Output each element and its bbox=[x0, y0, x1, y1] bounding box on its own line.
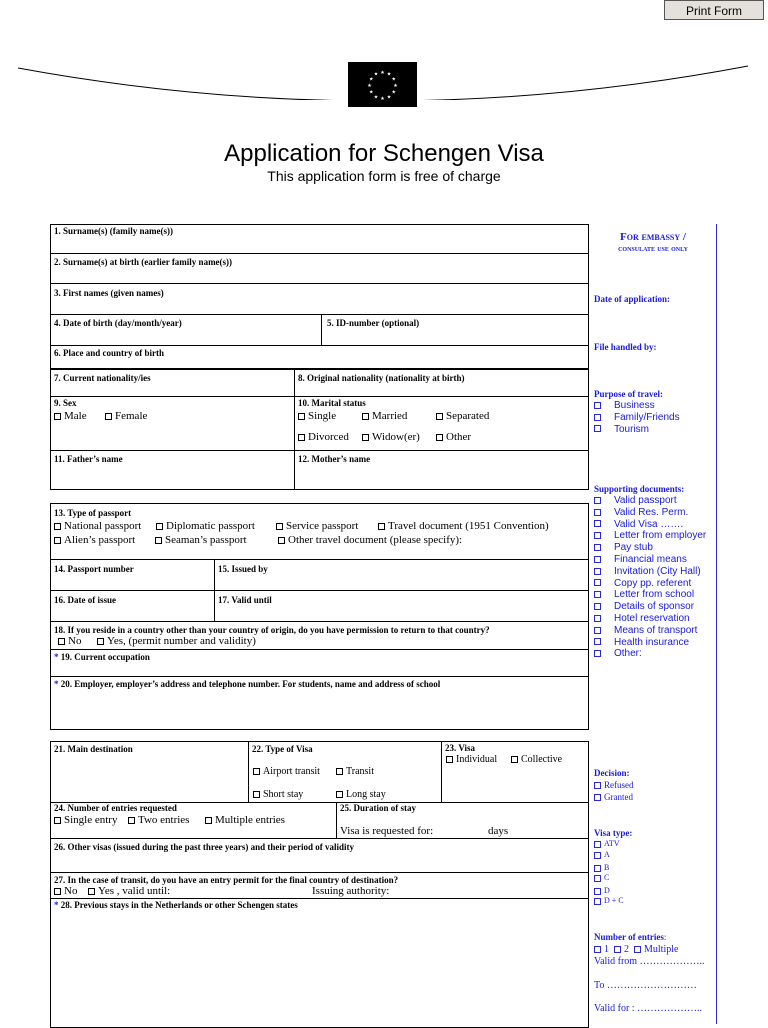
svg-text:★: ★ bbox=[393, 83, 398, 89]
sex-label: 9. Sex bbox=[54, 398, 77, 408]
document-item[interactable]: Hotel reservation bbox=[594, 613, 706, 625]
visa-type-sidebar-label: Visa type: bbox=[594, 828, 633, 838]
issued-by-label: 15. Issued by bbox=[218, 564, 268, 574]
document-item[interactable]: Copy pp. referent bbox=[594, 578, 706, 590]
document-item[interactable]: Details of sponsor bbox=[594, 601, 706, 613]
checkbox-icon[interactable] bbox=[253, 791, 260, 798]
document-item[interactable]: Pay stub bbox=[594, 542, 706, 554]
checkbox-icon[interactable] bbox=[594, 794, 601, 801]
checkbox-icon[interactable] bbox=[436, 434, 443, 441]
decision-label: Decision: bbox=[594, 768, 630, 778]
visa-transit-option[interactable]: Transit bbox=[334, 766, 374, 777]
number-of-entries-label: 24. Number of entries requested bbox=[54, 803, 177, 813]
checkbox-icon[interactable] bbox=[156, 523, 163, 530]
document-item[interactable]: Invitation (City Hall) bbox=[594, 566, 706, 578]
number-of-entries-sidebar-label: Number of entries: bbox=[594, 932, 667, 942]
checkbox-icon[interactable] bbox=[594, 414, 601, 421]
purpose-item[interactable]: Family/Friends bbox=[594, 412, 680, 424]
checkbox-icon[interactable] bbox=[594, 627, 601, 634]
svg-text:★: ★ bbox=[380, 70, 385, 76]
passport-service-option[interactable]: Service passport bbox=[274, 520, 358, 532]
place-of-birth-label: 6. Place and country of birth bbox=[54, 348, 164, 358]
checkbox-icon[interactable] bbox=[594, 520, 601, 527]
supporting-documents-list bbox=[594, 495, 706, 660]
checkbox-icon[interactable] bbox=[594, 615, 601, 622]
checkbox-icon[interactable] bbox=[594, 568, 601, 575]
svg-text:★: ★ bbox=[367, 83, 372, 89]
document-item[interactable]: Means of transport bbox=[594, 625, 706, 637]
return-no-option[interactable]: No bbox=[56, 635, 81, 647]
marital-married-option[interactable]: Married bbox=[360, 410, 407, 422]
return-yes-option[interactable]: Yes, (permit number and validity) bbox=[95, 635, 256, 647]
visa-collective-option[interactable]: Collective bbox=[509, 754, 562, 765]
checkbox-icon[interactable] bbox=[594, 425, 601, 432]
first-names-label: 3. First names (given names) bbox=[54, 288, 164, 298]
checkbox-icon[interactable] bbox=[594, 544, 601, 551]
checkbox-icon[interactable] bbox=[298, 434, 305, 441]
document-item[interactable]: Valid passport bbox=[594, 495, 706, 507]
checkbox-icon[interactable] bbox=[276, 523, 283, 530]
valid-to-field[interactable]: To ……………………… bbox=[594, 980, 697, 991]
passport-alien-option[interactable]: Alien’s passport bbox=[52, 534, 135, 546]
purpose-list bbox=[594, 400, 680, 435]
visa-type-atv-option[interactable]: ATV bbox=[594, 839, 620, 848]
checkbox-icon[interactable] bbox=[594, 603, 601, 610]
visa-type-c-option[interactable]: C bbox=[594, 873, 609, 882]
checkbox-icon[interactable] bbox=[278, 537, 285, 544]
surname-at-birth-label: 2. Surname(s) at birth (earlier family name(s)) bbox=[54, 257, 233, 267]
date-of-issue-label: 16. Date of issue bbox=[54, 595, 116, 605]
svg-text:★: ★ bbox=[386, 71, 392, 78]
document-item[interactable]: Other: bbox=[594, 648, 706, 660]
checkbox-icon[interactable] bbox=[298, 413, 305, 420]
valid-for-field[interactable]: Valid for : ……………….. bbox=[594, 1003, 703, 1014]
document-item[interactable]: Letter from school bbox=[594, 589, 706, 601]
entries-single-option[interactable]: Single entry bbox=[52, 814, 117, 826]
checkbox-icon[interactable] bbox=[54, 817, 61, 824]
checkbox-icon[interactable] bbox=[155, 537, 162, 544]
svg-text:★: ★ bbox=[391, 76, 397, 83]
sidebar-divider bbox=[716, 224, 717, 1024]
checkbox-icon[interactable] bbox=[594, 579, 601, 586]
checkbox-icon[interactable] bbox=[253, 768, 260, 775]
checkbox-icon[interactable] bbox=[594, 782, 601, 789]
previous-stays-label: * 28. Previous stays in the Netherlands or other Schengen states bbox=[54, 900, 298, 910]
field-issued-by[interactable] bbox=[214, 559, 589, 591]
checkbox-icon[interactable] bbox=[54, 523, 61, 530]
other-visas-label: 26. Other visas (issued during the past three years) and their period of validity bbox=[54, 842, 355, 852]
checkbox-icon[interactable] bbox=[336, 791, 343, 798]
visa-individual-option[interactable]: Individual bbox=[444, 754, 497, 765]
passport-national-option[interactable]: National passport bbox=[52, 520, 141, 532]
document-item[interactable]: Letter from employer bbox=[594, 530, 706, 542]
document-item[interactable]: Valid Visa ……. bbox=[594, 519, 706, 531]
svg-text:★: ★ bbox=[373, 71, 379, 78]
checkbox-icon[interactable] bbox=[511, 756, 518, 763]
decision-granted-option[interactable]: Granted bbox=[594, 792, 633, 802]
sex-male-option[interactable]: Male bbox=[52, 410, 87, 422]
passport-travel-document-option[interactable]: Travel document (1951 Convention) bbox=[376, 520, 549, 532]
checkbox-icon[interactable] bbox=[614, 946, 621, 953]
checkbox-icon[interactable] bbox=[594, 898, 601, 905]
employer-label: * 20. Employer, employer’s address and telephone number. For students, name and address of school bbox=[54, 679, 441, 689]
svg-text:★: ★ bbox=[368, 76, 374, 83]
marital-other-option[interactable]: Other bbox=[434, 431, 471, 443]
visa-long-stay-option[interactable]: Long stay bbox=[334, 789, 386, 800]
marital-divorced-option[interactable]: Divorced bbox=[296, 431, 349, 443]
checkbox-icon[interactable] bbox=[594, 532, 601, 539]
surname-label: 1. Surname(s) (family name(s)) bbox=[54, 226, 173, 236]
passport-diplomatic-option[interactable]: Diplomatic passport bbox=[154, 520, 255, 532]
days-text: days bbox=[488, 825, 509, 837]
supporting-documents-label: Supporting documents: bbox=[594, 484, 685, 494]
return-permission-label: 18. If you reside in a country other than your country of origin, do you have permission to return to that country? bbox=[54, 625, 490, 635]
purpose-of-travel-label: Purpose of travel: bbox=[594, 389, 663, 399]
visa-type-dc-option[interactable]: D + C bbox=[594, 896, 624, 905]
checkbox-icon[interactable] bbox=[88, 888, 95, 895]
checkbox-icon[interactable] bbox=[205, 817, 212, 824]
passport-seaman-option[interactable]: Seaman’s passport bbox=[153, 534, 247, 546]
transit-no-option[interactable]: No bbox=[52, 885, 77, 897]
passport-number-label: 14. Passport number bbox=[54, 564, 134, 574]
checkbox-icon[interactable] bbox=[594, 509, 601, 516]
checkbox-icon[interactable] bbox=[594, 852, 601, 859]
document-item[interactable]: Financial means bbox=[594, 554, 706, 566]
checkbox-icon[interactable] bbox=[594, 865, 601, 872]
checkbox-icon[interactable] bbox=[362, 413, 369, 420]
print-form-button[interactable]: Print Form bbox=[664, 0, 764, 20]
transit-yes-option[interactable]: Yes , valid until: bbox=[86, 885, 170, 897]
id-number-label: 5. ID-number (optional) bbox=[327, 318, 420, 328]
checkbox-icon[interactable] bbox=[378, 523, 385, 530]
document-item[interactable]: Valid Res. Perm. bbox=[594, 507, 706, 519]
visa-type-d-option[interactable]: D bbox=[594, 886, 610, 895]
field-previous-stays[interactable] bbox=[50, 898, 589, 1028]
date-of-birth-label: 4. Date of birth (day/month/year) bbox=[54, 318, 182, 328]
visa-type-b-option[interactable]: B bbox=[594, 863, 609, 872]
checkbox-icon[interactable] bbox=[594, 946, 601, 953]
checkbox-icon[interactable] bbox=[594, 841, 601, 848]
checkbox-icon[interactable] bbox=[336, 768, 343, 775]
svg-text:★: ★ bbox=[373, 94, 379, 101]
duration-of-stay-label: 25. Duration of stay bbox=[340, 803, 416, 813]
main-destination-label: 21. Main destination bbox=[54, 744, 133, 754]
valid-until-label: 17. Valid until bbox=[218, 595, 272, 605]
date-of-application-label: Date of application: bbox=[594, 294, 670, 304]
marital-widow-option[interactable]: Widow(er) bbox=[360, 431, 420, 443]
entries-sidebar-options[interactable]: 1 2 Multiple bbox=[594, 944, 678, 955]
marital-single-option[interactable]: Single bbox=[296, 410, 336, 422]
checkbox-icon[interactable] bbox=[594, 650, 601, 657]
passport-type-label: 13. Type of passport bbox=[54, 508, 132, 518]
checkbox-icon[interactable] bbox=[54, 537, 61, 544]
checkbox-icon[interactable] bbox=[594, 875, 601, 882]
checkbox-icon[interactable] bbox=[446, 756, 453, 763]
marital-status-label: 10. Marital status bbox=[298, 398, 366, 408]
svg-text:★: ★ bbox=[386, 94, 392, 101]
visa-short-stay-option[interactable]: Short stay bbox=[251, 789, 303, 800]
svg-text:★: ★ bbox=[380, 96, 385, 102]
current-nationality-label: 7. Current nationality/ies bbox=[54, 373, 151, 383]
checkbox-icon[interactable] bbox=[58, 638, 65, 645]
issuing-authority-text: Issuing authority: bbox=[312, 885, 390, 897]
mothers-name-label: 12. Mother’s name bbox=[298, 454, 371, 464]
checkbox-icon[interactable] bbox=[128, 817, 135, 824]
entries-multiple-option[interactable]: Multiple entries bbox=[203, 814, 285, 826]
svg-text:★: ★ bbox=[391, 89, 397, 96]
original-nationality-label: 8. Original nationality (nationality at birth) bbox=[298, 373, 465, 383]
checkbox-icon[interactable] bbox=[594, 556, 601, 563]
valid-from-field[interactable]: Valid from ……………….. bbox=[594, 956, 705, 967]
file-handled-by-label: File handled by: bbox=[594, 342, 657, 352]
checkbox-icon[interactable] bbox=[634, 946, 641, 953]
checkbox-icon[interactable] bbox=[594, 497, 601, 504]
marital-separated-option[interactable]: Separated bbox=[434, 410, 489, 422]
for-embassy-title: For embassy / consulate use only bbox=[618, 231, 688, 253]
decision-refused-option[interactable]: Refused bbox=[594, 780, 634, 790]
page-subtitle: This application form is free of charge bbox=[267, 168, 501, 184]
page-title: Application for Schengen Visa bbox=[224, 140, 544, 167]
entries-two-option[interactable]: Two entries bbox=[126, 814, 189, 826]
checkbox-icon[interactable] bbox=[97, 638, 104, 645]
purpose-item[interactable]: Business bbox=[594, 400, 680, 412]
visa-type-a-option[interactable]: A bbox=[594, 850, 610, 859]
checkbox-icon[interactable] bbox=[105, 413, 112, 420]
eu-flag-icon bbox=[348, 62, 417, 107]
checkbox-icon[interactable] bbox=[54, 413, 61, 420]
sex-female-option[interactable]: Female bbox=[103, 410, 147, 422]
visa-requested-for-text: Visa is requested for: bbox=[340, 825, 434, 837]
fathers-name-label: 11. Father’s name bbox=[54, 454, 123, 464]
transit-entry-permit-label: 27. In the case of transit, do you have an entry permit for the final country of destination? bbox=[54, 875, 399, 885]
passport-other-option[interactable]: Other travel document (please specify): bbox=[276, 534, 462, 546]
checkbox-icon[interactable] bbox=[594, 638, 601, 645]
document-item[interactable]: Health insurance bbox=[594, 637, 706, 649]
current-occupation-label: * 19. Current occupation bbox=[54, 652, 150, 662]
checkbox-icon[interactable] bbox=[594, 888, 601, 895]
visa-type-label: 22. Type of Visa bbox=[252, 744, 313, 754]
checkbox-icon[interactable] bbox=[362, 434, 369, 441]
svg-text:★: ★ bbox=[368, 89, 374, 96]
visa-airport-transit-option[interactable]: Airport transit bbox=[251, 766, 320, 777]
checkbox-icon[interactable] bbox=[594, 402, 601, 409]
purpose-item[interactable]: Tourism bbox=[594, 424, 680, 436]
checkbox-icon[interactable] bbox=[54, 888, 61, 895]
visa-category-label: 23. Visa bbox=[445, 743, 476, 753]
checkbox-icon[interactable] bbox=[594, 591, 601, 598]
field-sex bbox=[50, 396, 295, 451]
checkbox-icon[interactable] bbox=[436, 413, 443, 420]
